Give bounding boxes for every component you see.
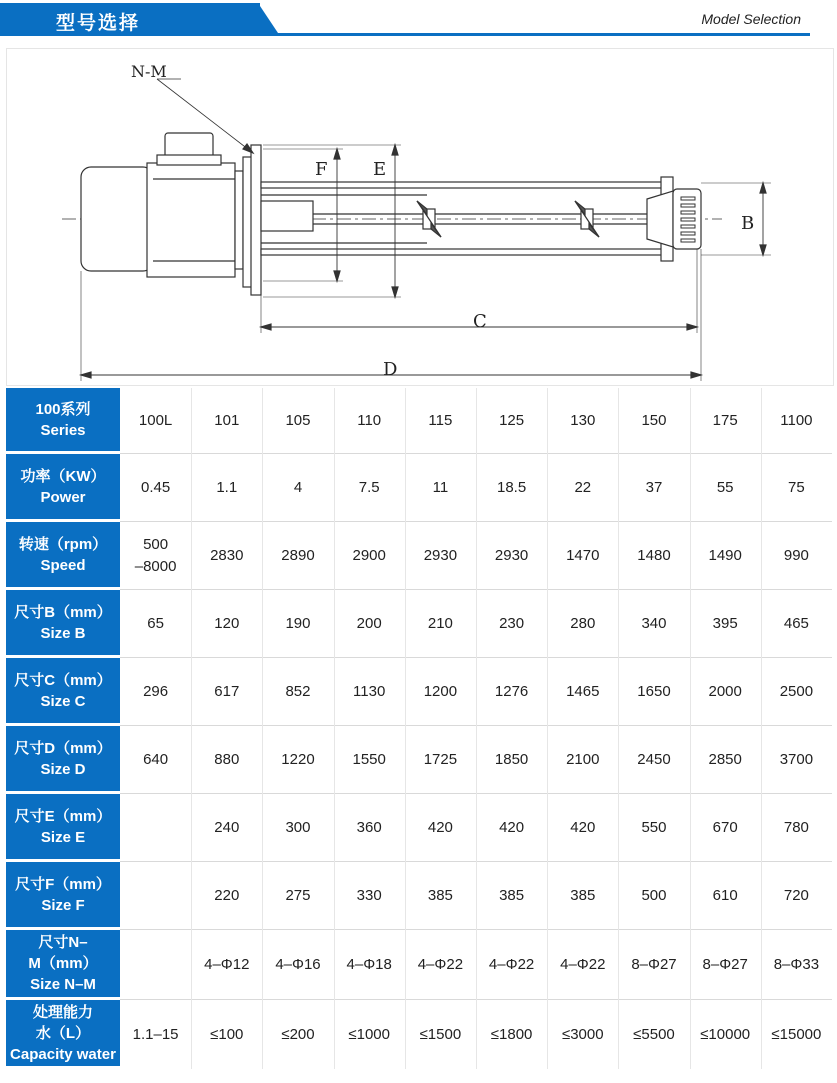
- table-cell: 500 –8000: [134, 536, 177, 575]
- table-cell: ≤100: [210, 1025, 244, 1043]
- table-cell: 4–Φ16: [275, 956, 321, 973]
- table-cell: ≤5500: [633, 1025, 675, 1043]
- row-header-en: Size E: [40, 828, 86, 846]
- table-cell: 65: [147, 615, 164, 632]
- table-cell: 852: [285, 683, 311, 700]
- row-header-en: Series: [40, 421, 86, 439]
- row-header-en: Size D: [40, 760, 86, 778]
- table-cell: [120, 862, 191, 930]
- table-cell: 670: [712, 819, 738, 836]
- table-cell: 420: [499, 819, 525, 836]
- table-cell: 18.5: [496, 479, 527, 496]
- table-cell: 7.5: [358, 479, 380, 496]
- table-cell: 1100: [780, 412, 813, 429]
- table-cell: 1490: [708, 547, 742, 564]
- section-title-en: Model Selection: [701, 11, 801, 27]
- rotor-head: [647, 191, 673, 247]
- row-header: [6, 794, 120, 859]
- row-header-en: Capacity water: [10, 1045, 116, 1063]
- table-cell: 275: [285, 887, 311, 904]
- table-row: [6, 930, 832, 1000]
- shaft-coupling: [261, 201, 313, 231]
- model-spec-table: [6, 388, 832, 1069]
- table-cell: ≤15000: [771, 1025, 822, 1043]
- table-cell: 385: [570, 887, 596, 904]
- table-cell: 880: [214, 751, 240, 768]
- table-cell: 340: [641, 615, 667, 632]
- table-cell: 105: [285, 412, 311, 429]
- table-cell: 2930: [494, 547, 529, 564]
- table-row: [6, 388, 832, 454]
- table-cell: 2500: [779, 683, 814, 700]
- table-cell: 2830: [210, 547, 244, 564]
- row-header-cn: 转速（rpm）: [18, 535, 108, 553]
- table-cell: 1465: [566, 683, 600, 700]
- table-cell: 75: [788, 479, 805, 496]
- table-cell: 130: [570, 412, 596, 429]
- table-cell: 2930: [423, 547, 458, 564]
- table-cell: 1725: [423, 751, 458, 768]
- table-row: [6, 794, 832, 862]
- table-row: [6, 862, 832, 930]
- row-header: [6, 454, 120, 519]
- table-row: [6, 590, 832, 658]
- table-cell: 55: [716, 479, 734, 496]
- table-cell: 465: [783, 615, 809, 632]
- table-cell: 110: [357, 412, 382, 429]
- column-divider: [262, 388, 263, 1069]
- table-cell: 240: [214, 819, 240, 836]
- table-cell: 230: [499, 615, 525, 632]
- table-cell: 8–Φ27: [631, 956, 677, 973]
- table-row: [6, 1000, 832, 1069]
- row-header-cn: 功率（KW）: [20, 467, 106, 485]
- table-cell: 990: [783, 547, 809, 564]
- column-divider: [334, 388, 335, 1069]
- table-cell: ≤200: [281, 1025, 315, 1043]
- table-cell: 550: [641, 819, 667, 836]
- column-divider: [547, 388, 548, 1069]
- label-f: F: [315, 159, 328, 180]
- column-divider: [618, 388, 619, 1069]
- row-header: [6, 726, 120, 791]
- table-cell: 37: [645, 479, 663, 496]
- label-e: E: [373, 159, 387, 180]
- row-header: [6, 590, 120, 655]
- row-header-cn: 尺寸C（mm）: [14, 671, 112, 689]
- column-divider: [761, 388, 762, 1069]
- column-divider: [405, 388, 406, 1069]
- row-header-cn: 尺寸E（mm）: [14, 807, 112, 825]
- table-cell: 2900: [352, 547, 386, 564]
- table-cell: 385: [427, 887, 453, 904]
- row-header-cn: 100系列: [35, 400, 91, 418]
- table-cell: 1850: [494, 751, 529, 768]
- table-cell: 175: [712, 412, 738, 429]
- table-cell: 1.1–15: [132, 1025, 179, 1043]
- table-cell: 190: [285, 615, 311, 632]
- table-cell: 22: [574, 479, 592, 496]
- table-cell: 1650: [637, 683, 671, 700]
- label-c: C: [473, 311, 487, 332]
- stator-head: [673, 189, 701, 249]
- table-cell: 1130: [353, 683, 386, 700]
- table-cell: 296: [143, 683, 169, 700]
- row-header-en: Speed: [40, 556, 86, 574]
- table-cell: 360: [356, 819, 382, 836]
- table-cell: 720: [783, 887, 809, 904]
- table-cell: 330: [356, 887, 382, 904]
- section-header: [0, 0, 837, 44]
- table-cell: 617: [214, 683, 240, 700]
- table-cell: 150: [641, 412, 667, 429]
- table-cell: 2100: [566, 751, 600, 768]
- table-cell: 4–Φ12: [204, 956, 250, 973]
- row-header: [6, 930, 120, 997]
- table-row: [6, 454, 832, 522]
- table-cell: 1200: [423, 683, 458, 700]
- table-cell: 500: [641, 887, 667, 904]
- table-cell: 300: [285, 819, 311, 836]
- table-cell: 0.45: [140, 479, 171, 496]
- column-divider: [690, 388, 691, 1069]
- row-header-en: Size C: [40, 692, 86, 710]
- row-header-en: Power: [40, 488, 86, 506]
- motor-body: [147, 163, 235, 277]
- section-title-cn: 型号选择: [56, 13, 141, 34]
- table-cell: 1276: [494, 683, 529, 700]
- row-header-en: Size F: [41, 896, 85, 914]
- row-header-cn: 处理能力 水（L）: [32, 1003, 93, 1042]
- table-cell: 2890: [281, 547, 315, 564]
- table-cell: 420: [570, 819, 596, 836]
- table-cell: 125: [499, 412, 525, 429]
- table-row: [6, 726, 832, 794]
- table-cell: 3700: [779, 751, 814, 768]
- column-divider: [476, 388, 477, 1069]
- table-cell: 4–Φ22: [417, 956, 464, 973]
- guard-rod-bottom: [261, 249, 663, 255]
- table-cell: 8–Φ33: [773, 956, 820, 973]
- table-cell: 1.1: [216, 479, 238, 496]
- label-d: D: [383, 359, 398, 380]
- table-cell: 4–Φ18: [346, 956, 392, 973]
- row-header-cn: 尺寸N– M（mm）: [28, 934, 98, 972]
- table-cell: 11: [432, 479, 449, 496]
- table-cell: 4–Φ22: [560, 956, 606, 973]
- table-cell: 101: [214, 412, 240, 429]
- table-cell: 2000: [708, 683, 742, 700]
- table-cell: 115: [428, 412, 453, 429]
- drawing-svg: [7, 49, 833, 385]
- table-cell: 610: [712, 887, 738, 904]
- row-header-cn: 尺寸F（mm）: [15, 875, 111, 893]
- table-cell: 385: [499, 887, 525, 904]
- table-cell: ≤10000: [700, 1025, 751, 1043]
- row-header: [6, 658, 120, 723]
- table-cell: 1220: [281, 751, 315, 768]
- row-header: [6, 862, 120, 927]
- table-row: [6, 522, 832, 590]
- table-cell: 420: [427, 819, 453, 836]
- table-cell: 210: [427, 615, 453, 632]
- table-cell: 780: [783, 819, 809, 836]
- column-divider: [191, 388, 192, 1069]
- row-header: [6, 388, 120, 451]
- table-cell: [120, 794, 191, 862]
- table-cell: 640: [143, 751, 169, 768]
- label-b: B: [741, 213, 755, 234]
- row-header: [6, 1000, 120, 1066]
- table-cell: 280: [570, 615, 596, 632]
- guard-rod-top: [261, 182, 663, 188]
- table-cell: 1550: [352, 751, 386, 768]
- table-cell: ≤1000: [348, 1025, 390, 1043]
- row-header-en: Size N–M: [30, 976, 96, 993]
- table-cell: 220: [214, 887, 240, 904]
- table-cell: 1480: [637, 547, 671, 564]
- table-row: [6, 658, 832, 726]
- table-cell: [120, 930, 191, 1000]
- table-cell: 2850: [708, 751, 742, 768]
- table-cell: 100L: [138, 412, 173, 429]
- mixer-dimension-drawing: [6, 48, 834, 386]
- table-cell: ≤3000: [561, 1025, 604, 1043]
- table-cell: 4: [293, 479, 303, 496]
- table-cell: 395: [712, 615, 738, 632]
- table-cell: ≤1500: [419, 1025, 462, 1043]
- table-cell: 2450: [637, 751, 671, 768]
- table-cell: 8–Φ27: [702, 956, 748, 973]
- table-cell: ≤1800: [490, 1025, 533, 1043]
- row-header-cn: 尺寸D（mm）: [14, 739, 112, 757]
- row-header-cn: 尺寸B（mm）: [14, 603, 112, 621]
- row-header: [6, 522, 120, 587]
- header-tab-angle: [258, 3, 280, 36]
- table-cell: 200: [356, 615, 382, 632]
- table-cell: 4–Φ22: [488, 956, 535, 973]
- motor-end-cap: [81, 167, 153, 271]
- table-cell: 120: [214, 615, 240, 632]
- row-header-en: Size B: [40, 624, 86, 642]
- label-nm: N-M: [131, 62, 167, 81]
- table-cell: 1470: [566, 547, 600, 564]
